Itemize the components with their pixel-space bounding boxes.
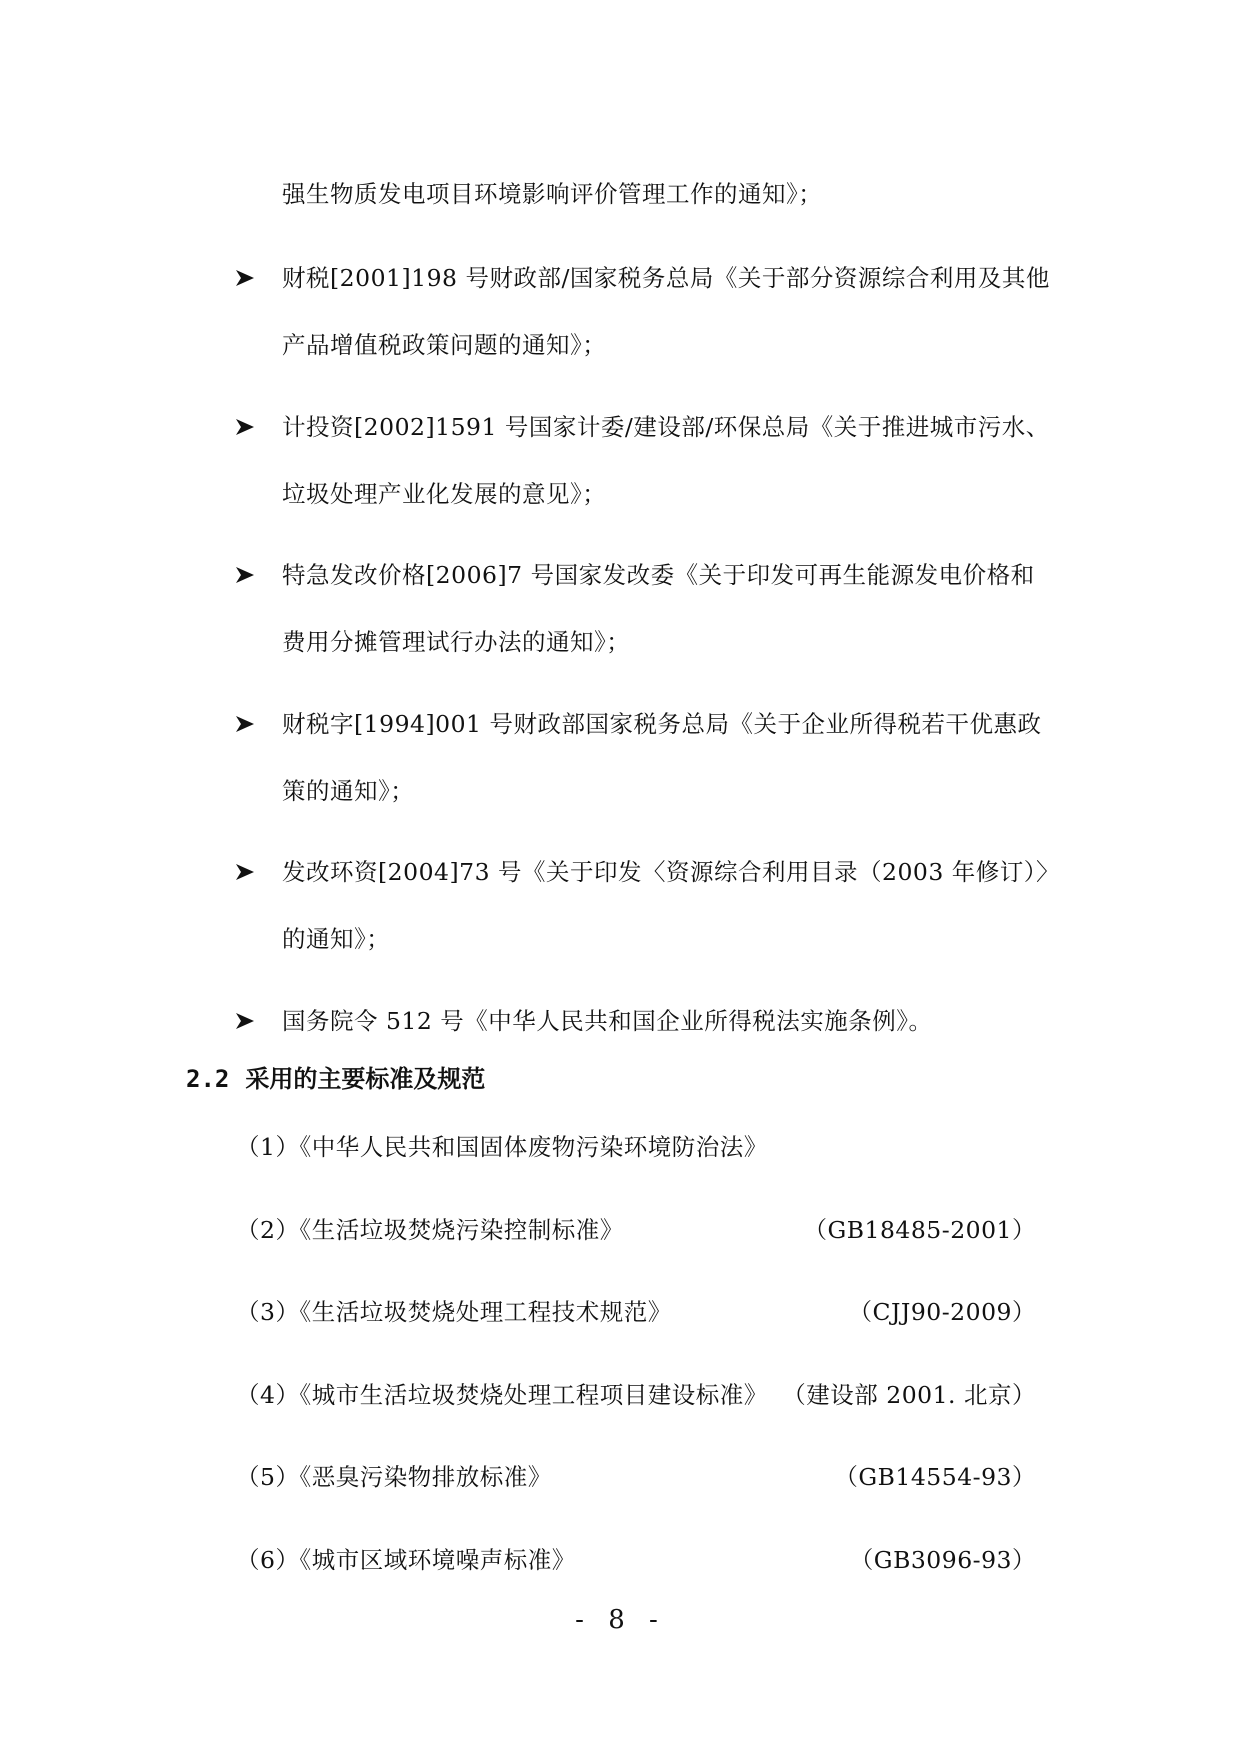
standard-code: （GB18485-2001）	[803, 1216, 1036, 1244]
continued-text-line: 强生物质发电项目环境影响评价管理工作的通知》；	[282, 180, 823, 208]
bullet-item	[236, 411, 1066, 443]
arrowhead-bullet-icon	[236, 1013, 254, 1029]
bullet-item	[236, 559, 1066, 591]
standard-item	[236, 1214, 1036, 1246]
arrowhead-bullet-icon	[236, 716, 254, 732]
standard-title: （6）《城市区域环境噪声标准》	[236, 1546, 576, 1574]
arrowhead-bullet-icon	[236, 419, 254, 435]
bullet-text: 财税[2001]198 号财政部/国家税务总局《关于部分资源综合利用及其他	[282, 264, 1050, 292]
arrowhead-bullet-icon	[236, 270, 254, 286]
bullet-continuation: 费用分摊管理试行办法的通知》；	[282, 628, 631, 656]
bullet-item	[236, 856, 1066, 888]
standard-item	[236, 1544, 1036, 1576]
page-number: - 8 -	[575, 1605, 666, 1635]
standard-item	[236, 1461, 1036, 1493]
standard-title: （3）《生活垃圾焚烧处理工程技术规范》	[236, 1298, 672, 1326]
standard-item	[236, 1379, 1036, 1411]
bullet-continuation: 策的通知》；	[282, 777, 415, 805]
bullet-continuation: 产品增值税政策问题的通知》；	[282, 331, 607, 359]
section-heading	[186, 1063, 485, 1095]
arrowhead-bullet-icon	[236, 864, 254, 880]
bullet-item	[236, 708, 1066, 740]
bullet-continuation: 垃圾处理产业化发展的意见》；	[282, 480, 607, 508]
standard-title: （4）《城市生活垃圾焚烧处理工程项目建设标准》	[236, 1381, 768, 1409]
bullet-item	[236, 262, 1066, 294]
standard-title: （2）《生活垃圾焚烧污染控制标准》	[236, 1216, 624, 1244]
standard-code: （建设部 2001. 北京）	[782, 1381, 1036, 1409]
section-title: 采用的主要标准及规范	[245, 1065, 486, 1093]
standard-item	[236, 1296, 1036, 1328]
bullet-text: 发改环资[2004]73 号《关于印发〈资源综合利用目录（2003 年修订）〉	[282, 858, 1061, 886]
bullet-continuation: 的通知》；	[282, 925, 391, 953]
bullet-text: 国务院令 512 号《中华人民共和国企业所得税法实施条例》。	[282, 1007, 933, 1035]
standard-code: （CJJ90-2009）	[848, 1298, 1036, 1326]
section-number: 2.2	[186, 1065, 230, 1093]
standard-item	[236, 1131, 1036, 1163]
bullet-text: 财税字[1994]001 号财政部国家税务总局《关于企业所得税若干优惠政	[282, 710, 1042, 738]
standard-title: （5）《恶臭污染物排放标准》	[236, 1463, 552, 1491]
bullet-text: 特急发改价格[2006]7 号国家发改委《关于印发可再生能源发电价格和	[282, 561, 1035, 589]
arrowhead-bullet-icon	[236, 567, 254, 583]
bullet-item	[236, 1005, 1066, 1037]
standard-title: （1）《中华人民共和国固体废物污染环境防治法》	[236, 1133, 768, 1161]
bullet-text: 计投资[2002]1591 号国家计委/建设部/环保总局《关于推进城市污水、	[282, 413, 1050, 441]
standard-code: （GB14554-93）	[834, 1463, 1036, 1491]
standard-code: （GB3096-93）	[849, 1546, 1036, 1574]
